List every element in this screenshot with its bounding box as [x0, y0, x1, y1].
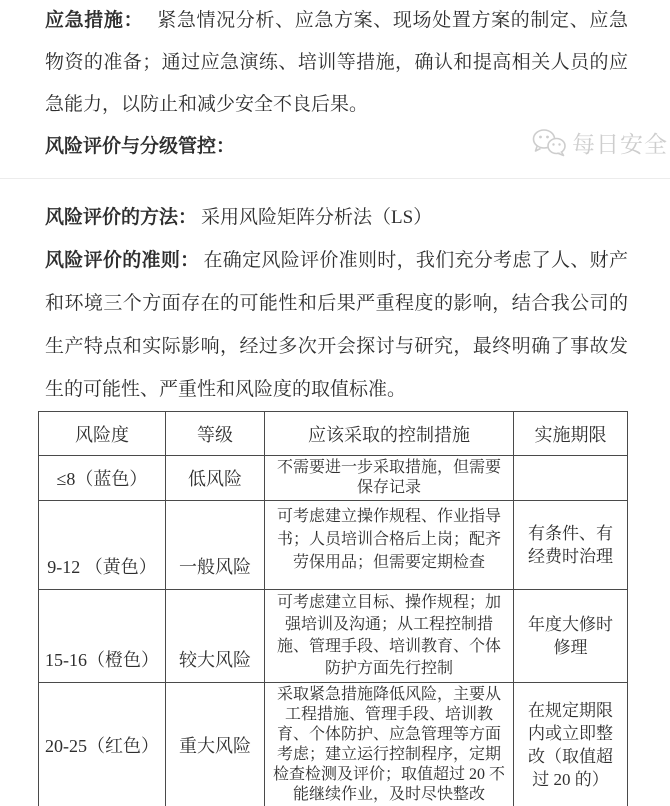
watermark-text: 每日安全: [572, 131, 668, 157]
risk-criteria-paragraph: [45, 239, 628, 411]
emergency-measures-paragraph: [45, 0, 628, 126]
table-row: [39, 501, 628, 590]
measures-cell: 不需要进一步采取措施，但需要保存记录: [265, 456, 514, 501]
table-row: [39, 683, 628, 806]
risk-evaluation-section: [0, 196, 670, 411]
risk-criteria-text: 在确定风险评价准则时，我们充分考虑了人、财产和环境三个方面存在的可能性和后果严重程度的影响，结合我公司的生产特点和实际影响，经过多次开会探讨与研究，最终明确了事故发生的可能性、严重性和风险度的取值标准。: [45, 250, 628, 400]
measures-cell: 可考虑建立目标、操作规程；加强培训及沟通；从工程控制措施、管理手段、培训教育、个体防护方面先行控制: [265, 590, 514, 683]
header-level: 等级: [166, 412, 265, 456]
risk-method-paragraph: [45, 196, 628, 239]
header-deadline: 实施期限: [514, 412, 628, 456]
measures-cell: 可考虑建立操作规程、作业指导书；人员培训合格后上岗；配齐劳保用品；但需要定期检查: [265, 501, 514, 590]
header-risk-degree: 风险度: [39, 412, 166, 456]
risk-criteria-label: 风险评价的准则：: [45, 250, 200, 271]
deadline-cell: [514, 456, 628, 501]
deadline-cell: 年度大修时修理: [514, 590, 628, 683]
risk-value-cell: 9-12 （黄色）: [39, 501, 166, 590]
risk-level-cell: 一般风险: [166, 501, 265, 590]
risk-grading-table: [38, 411, 628, 806]
emergency-measures-text: 紧急情况分析、应急方案、现场处置方案的制定、应急物资的准备；通过应急演练、培训等措施，确认和提高相关人员的应急能力，以防止和减少安全不良后果。: [45, 10, 628, 115]
risk-level-cell: 重大风险: [166, 683, 265, 806]
emergency-measures-label: 应急措施：: [45, 10, 144, 31]
measures-cell: 采取紧急措施降低风险，主要从工程措施、管理手段、培训教育、个体防护、应急管理等方面考虑；建立运行控制程序，定期检查检测及评价；取值超过 20 不能继续作业，及时尽快整改: [265, 683, 514, 806]
risk-level-cell: 低风险: [166, 456, 265, 501]
header-control-measures: 应该采取的控制措施: [265, 412, 514, 456]
watermark: [531, 126, 668, 159]
wechat-icon: [531, 127, 567, 158]
risk-method-label: 风险评价的方法：: [45, 207, 198, 228]
table-header-row: [39, 412, 628, 456]
risk-grading-heading: 风险评价与分级管控：: [45, 136, 236, 157]
deadline-cell: 在规定期限内或立即整改（取值超过 20 的）: [514, 683, 628, 806]
risk-value-cell: 20-25（红色）: [39, 683, 166, 806]
table-row: [39, 590, 628, 683]
table-row: [39, 456, 628, 501]
risk-value-cell: ≤8（蓝色）: [39, 456, 166, 501]
risk-value-cell: 15-16（橙色）: [39, 590, 166, 683]
deadline-cell: 有条件、有经费时治理: [514, 501, 628, 590]
section-divider: [0, 178, 670, 179]
risk-level-cell: 较大风险: [166, 590, 265, 683]
risk-method-text: 采用风险矩阵分析法（LS）: [201, 207, 433, 228]
